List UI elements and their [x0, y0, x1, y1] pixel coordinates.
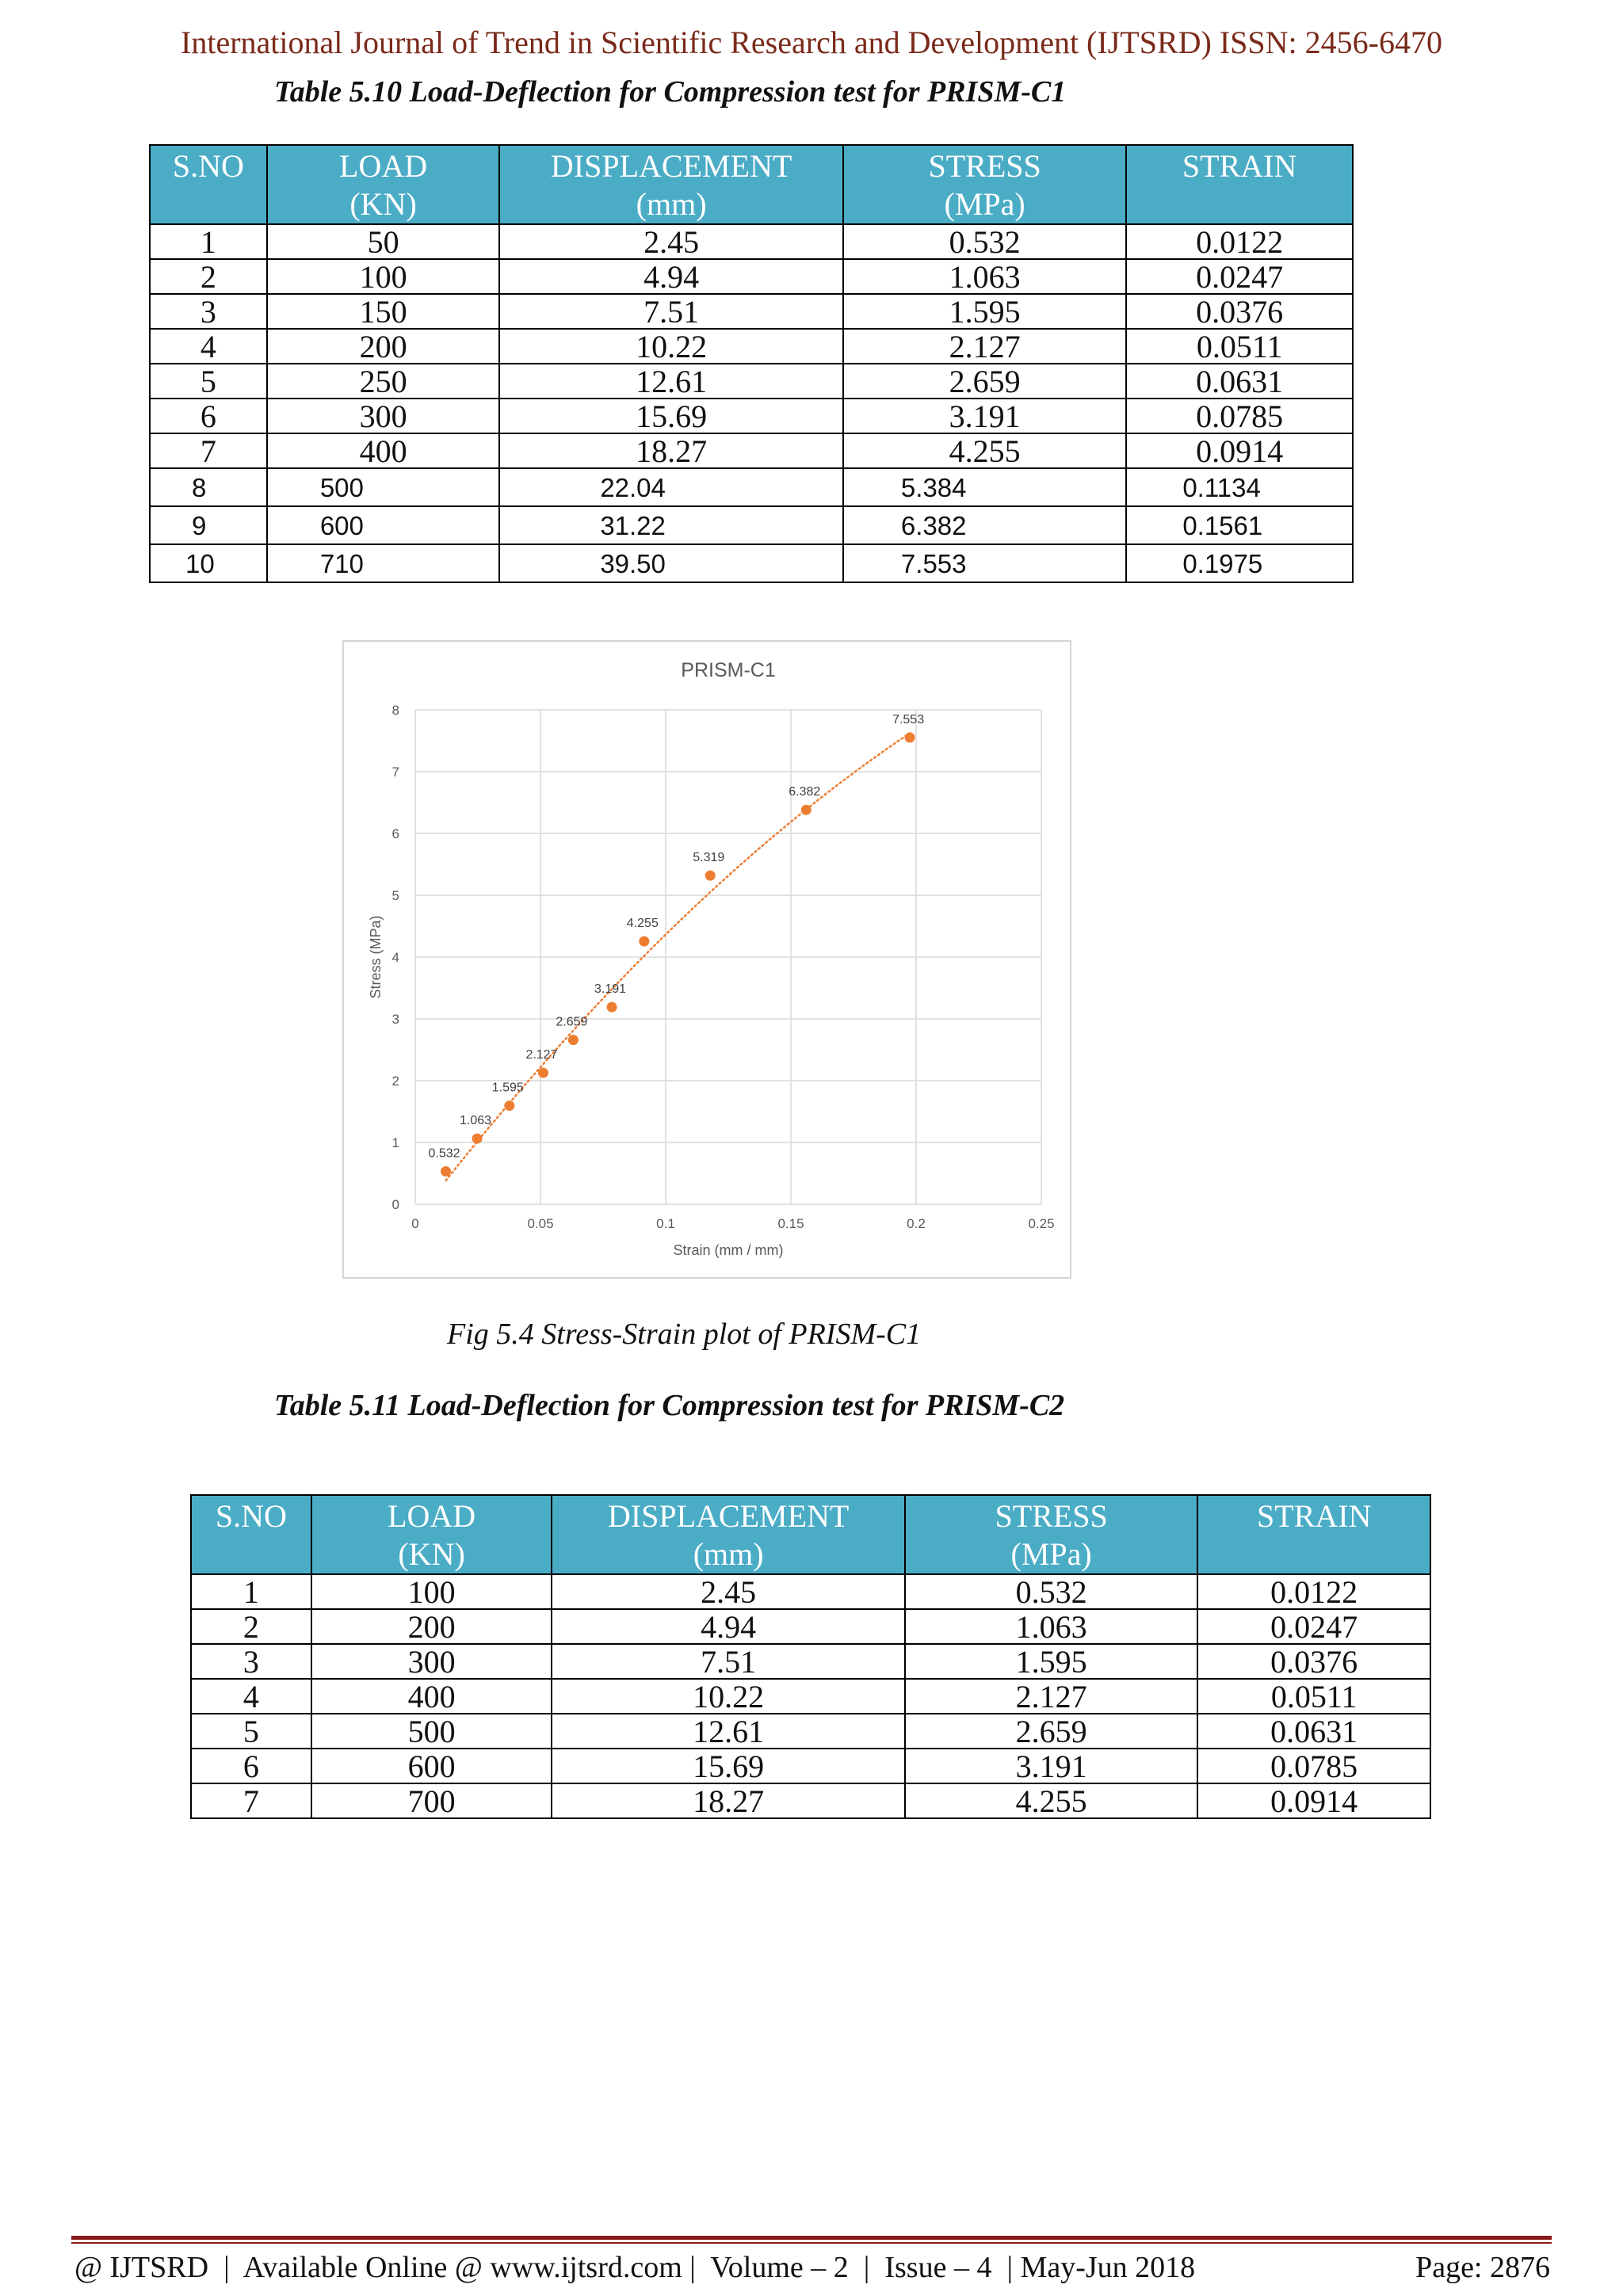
cell-strain: 0.1975 — [1126, 544, 1353, 582]
data-point — [607, 1002, 617, 1013]
cell-sno: 2 — [191, 1609, 311, 1644]
y-tick-label: 0 — [391, 1197, 399, 1212]
column-header-sno: S.NO — [191, 1495, 311, 1574]
cell-sno: 3 — [191, 1644, 311, 1679]
column-header-stress: STRESS (MPa) — [905, 1495, 1197, 1574]
cell-strain: 0.0511 — [1197, 1679, 1430, 1714]
cell-strain: 0.0914 — [1126, 433, 1353, 468]
cell-load: 300 — [311, 1644, 552, 1679]
cell-displacement: 7.51 — [499, 294, 843, 329]
footer-rule — [71, 2236, 1552, 2240]
table-row — [150, 506, 1353, 544]
cell-displacement: 31.22 — [499, 506, 843, 544]
cell-sno: 1 — [150, 224, 267, 259]
y-axis-label: Stress (MPa) — [368, 915, 384, 999]
table-row — [150, 329, 1353, 364]
footer-citation: @ IJTSRD | Available Online @ www.ijtsrd.com | Volume – 2 | Issue – 4 | May-Jun 2018 — [74, 2251, 1196, 2284]
cell-displacement: 15.69 — [552, 1749, 905, 1783]
cell-load: 710 — [267, 544, 499, 582]
table-row — [191, 1574, 1430, 1609]
table-row — [150, 224, 1353, 259]
cell-sno: 6 — [191, 1749, 311, 1783]
cell-strain: 0.0122 — [1197, 1574, 1430, 1609]
table-row — [150, 544, 1353, 582]
column-header-strain: STRAIN — [1126, 145, 1353, 224]
table-prism-c1 — [149, 144, 1354, 583]
table-row — [150, 399, 1353, 433]
table-row — [191, 1679, 1430, 1714]
cell-displacement: 39.50 — [499, 544, 843, 582]
cell-displacement: 10.22 — [552, 1679, 905, 1714]
data-point — [639, 936, 649, 947]
cell-displacement: 10.22 — [499, 329, 843, 364]
cell-sno: 7 — [191, 1783, 311, 1818]
cell-sno: 2 — [150, 259, 267, 294]
data-label: 1.595 — [491, 1081, 524, 1095]
cell-stress: 2.127 — [905, 1679, 1197, 1714]
data-point — [801, 805, 812, 815]
chart-canvas — [344, 642, 1070, 1277]
cell-stress: 2.659 — [843, 364, 1126, 399]
cell-stress: 2.127 — [843, 329, 1126, 364]
data-point — [472, 1134, 483, 1144]
cell-load: 100 — [267, 259, 499, 294]
data-point — [538, 1068, 548, 1078]
data-label: 0.532 — [428, 1146, 460, 1161]
cell-displacement: 7.51 — [552, 1644, 905, 1679]
cell-displacement: 4.94 — [499, 259, 843, 294]
table-row — [191, 1714, 1430, 1749]
y-tick-label: 8 — [391, 703, 399, 718]
y-tick-label: 3 — [391, 1012, 399, 1027]
cell-sno: 5 — [150, 364, 267, 399]
journal-header: International Journal of Trend in Scientific Research and Development (IJTSRD) ISSN: 2456-6470 — [181, 25, 1442, 60]
cell-load: 400 — [267, 433, 499, 468]
cell-load: 200 — [311, 1609, 552, 1644]
x-tick-label: 0 — [411, 1216, 419, 1231]
table-row — [191, 1783, 1430, 1818]
cell-load: 400 — [311, 1679, 552, 1714]
cell-stress: 1.063 — [905, 1609, 1197, 1644]
cell-displacement: 4.94 — [552, 1609, 905, 1644]
cell-strain: 0.0376 — [1197, 1644, 1430, 1679]
column-header-stress: STRESS (MPa) — [843, 145, 1126, 224]
cell-sno: 10 — [150, 544, 267, 582]
data-label: 2.127 — [525, 1048, 558, 1062]
cell-load: 300 — [267, 399, 499, 433]
x-tick-label: 0.1 — [656, 1216, 675, 1231]
cell-strain: 0.0122 — [1126, 224, 1353, 259]
cell-strain: 0.0247 — [1126, 259, 1353, 294]
column-header-displacement: DISPLACEMENT (mm) — [552, 1495, 905, 1574]
table-header-row — [150, 145, 1353, 224]
table-row — [150, 259, 1353, 294]
data-label: 5.319 — [693, 851, 725, 865]
table-row — [150, 294, 1353, 329]
data-point — [905, 732, 915, 742]
cell-stress: 1.595 — [843, 294, 1126, 329]
table-row — [150, 364, 1353, 399]
page-number: Page: 2876 — [1415, 2251, 1550, 2284]
x-tick-label: 0.15 — [777, 1216, 804, 1231]
column-header-load: LOAD (KN) — [267, 145, 499, 224]
cell-stress: 2.659 — [905, 1714, 1197, 1749]
x-tick-label: 0.05 — [527, 1216, 554, 1231]
column-header-displacement: DISPLACEMENT (mm) — [499, 145, 843, 224]
cell-sno: 1 — [191, 1574, 311, 1609]
figure-caption: Fig 5.4 Stress-Strain plot of PRISM-C1 — [447, 1318, 922, 1351]
cell-stress: 5.384 — [843, 468, 1126, 506]
cell-stress: 4.255 — [905, 1783, 1197, 1818]
cell-stress: 0.532 — [905, 1574, 1197, 1609]
cell-load: 600 — [267, 506, 499, 544]
table-header-row — [191, 1495, 1430, 1574]
cell-load: 500 — [267, 468, 499, 506]
data-point — [568, 1035, 579, 1045]
x-axis-label: Strain (mm / mm) — [673, 1242, 784, 1258]
cell-sno: 5 — [191, 1714, 311, 1749]
cell-displacement: 12.61 — [499, 364, 843, 399]
y-tick-label: 7 — [391, 765, 399, 780]
cell-strain: 0.0247 — [1197, 1609, 1430, 1644]
cell-sno: 4 — [191, 1679, 311, 1714]
cell-load: 50 — [267, 224, 499, 259]
y-tick-label: 4 — [391, 950, 399, 965]
cell-strain: 0.1561 — [1126, 506, 1353, 544]
cell-stress: 1.063 — [843, 259, 1126, 294]
column-header-sno: S.NO — [150, 145, 267, 224]
cell-stress: 0.532 — [843, 224, 1126, 259]
y-tick-label: 5 — [391, 888, 399, 903]
cell-strain: 0.0511 — [1126, 329, 1353, 364]
cell-strain: 0.0631 — [1197, 1714, 1430, 1749]
data-point — [705, 871, 716, 881]
footer-rule-thin — [71, 2242, 1552, 2244]
cell-displacement: 18.27 — [552, 1783, 905, 1818]
data-label: 4.255 — [626, 917, 659, 931]
cell-strain: 0.0914 — [1197, 1783, 1430, 1818]
cell-displacement: 12.61 — [552, 1714, 905, 1749]
cell-displacement: 22.04 — [499, 468, 843, 506]
cell-strain: 0.0376 — [1126, 294, 1353, 329]
cell-load: 700 — [311, 1783, 552, 1818]
data-label: 6.382 — [789, 785, 821, 799]
cell-load: 250 — [267, 364, 499, 399]
cell-strain: 0.0785 — [1126, 399, 1353, 433]
data-point — [504, 1100, 514, 1111]
table-prism-c2 — [190, 1494, 1431, 1819]
cell-stress: 6.382 — [843, 506, 1126, 544]
cell-displacement: 18.27 — [499, 433, 843, 468]
column-header-load: LOAD (KN) — [311, 1495, 552, 1574]
data-label: 1.063 — [460, 1114, 492, 1128]
y-tick-label: 6 — [391, 826, 399, 841]
table-2-caption: Table 5.11 Load-Deflection for Compression test for PRISM-C2 — [274, 1389, 1065, 1422]
chart-title: PRISM-C1 — [681, 659, 776, 681]
cell-load: 200 — [267, 329, 499, 364]
cell-load: 150 — [267, 294, 499, 329]
data-point — [441, 1166, 451, 1177]
table-row — [191, 1609, 1430, 1644]
x-tick-label: 0.25 — [1028, 1216, 1055, 1231]
cell-displacement: 2.45 — [552, 1574, 905, 1609]
data-label: 7.553 — [892, 712, 925, 727]
cell-stress: 7.553 — [843, 544, 1126, 582]
cell-sno: 6 — [150, 399, 267, 433]
cell-sno: 3 — [150, 294, 267, 329]
cell-sno: 4 — [150, 329, 267, 364]
table-row — [191, 1749, 1430, 1783]
column-header-strain: STRAIN — [1197, 1495, 1430, 1574]
y-tick-label: 1 — [391, 1135, 399, 1150]
cell-load: 100 — [311, 1574, 552, 1609]
x-tick-label: 0.2 — [907, 1216, 926, 1231]
cell-load: 500 — [311, 1714, 552, 1749]
cell-stress: 3.191 — [905, 1749, 1197, 1783]
cell-sno: 9 — [150, 506, 267, 544]
cell-stress: 4.255 — [843, 433, 1126, 468]
data-label: 2.659 — [556, 1015, 588, 1029]
cell-strain: 0.0785 — [1197, 1749, 1430, 1783]
cell-displacement: 15.69 — [499, 399, 843, 433]
cell-stress: 1.595 — [905, 1644, 1197, 1679]
table-row — [191, 1644, 1430, 1679]
table-row — [150, 433, 1353, 468]
cell-stress: 3.191 — [843, 399, 1126, 433]
table-1-caption: Table 5.10 Load-Deflection for Compression test for PRISM-C1 — [274, 75, 1067, 109]
data-label: 3.191 — [594, 982, 627, 997]
table-row — [150, 468, 1353, 506]
cell-displacement: 2.45 — [499, 224, 843, 259]
cell-load: 600 — [311, 1749, 552, 1783]
stress-strain-chart — [342, 640, 1071, 1279]
cell-strain: 0.1134 — [1126, 468, 1353, 506]
cell-sno: 7 — [150, 433, 267, 468]
y-tick-label: 2 — [391, 1074, 399, 1089]
cell-sno: 8 — [150, 468, 267, 506]
cell-strain: 0.0631 — [1126, 364, 1353, 399]
